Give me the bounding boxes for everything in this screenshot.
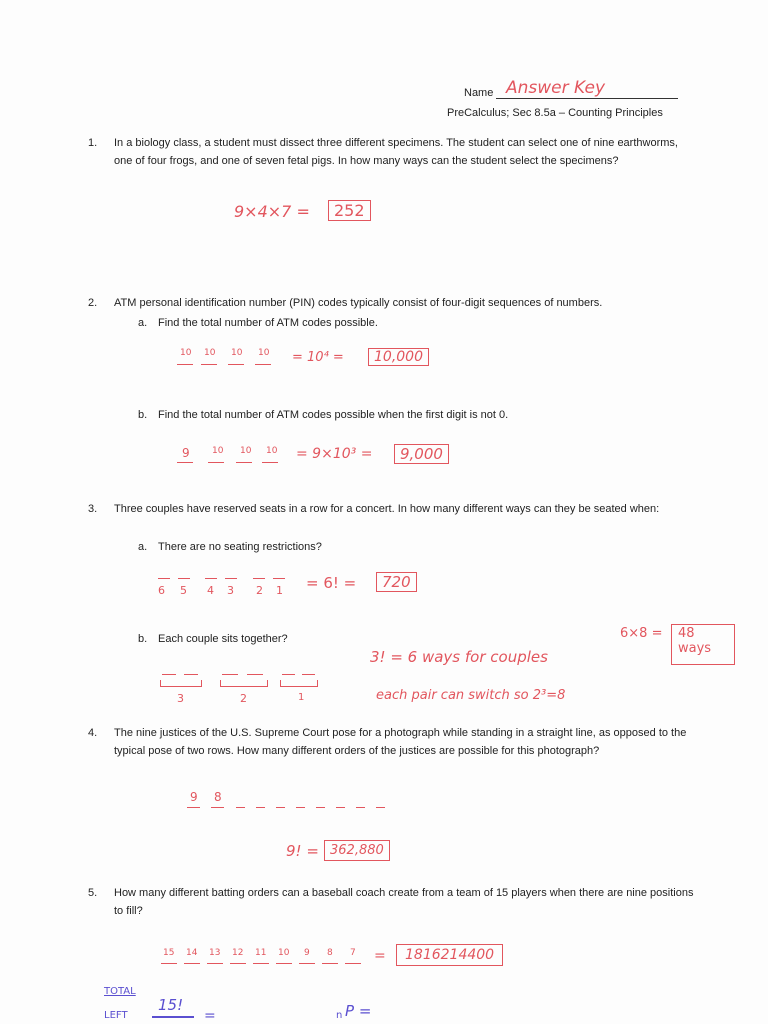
q3a-answer-box: 720	[376, 572, 417, 592]
q3b-note-switch: each pair can switch so 2³=8	[376, 688, 566, 703]
q4-blank-7	[316, 807, 325, 808]
question-5-number: 5.	[88, 887, 98, 899]
q2a-slot-3: 10	[231, 348, 243, 358]
q3a-blank-1	[158, 578, 170, 579]
q1-answer-box: 252	[328, 200, 371, 221]
q3a-blank-3	[205, 578, 217, 579]
course-title: PreCalculus; Sec 8.5a – Counting Principles	[447, 107, 663, 119]
q5-blank-5	[253, 963, 269, 964]
q5-slot-3: 13	[209, 948, 221, 958]
q3b-couple-group-3	[280, 672, 318, 686]
question-3-text: Three couples have reserved seats in a row for a concert. In how many different ways can they be seated when:	[114, 503, 660, 515]
q5-blank-6	[276, 963, 292, 964]
q3b-couple-count-1: 3	[177, 692, 184, 705]
q5-blank-2	[184, 963, 200, 964]
q4-blank-6	[296, 807, 305, 808]
question-4-text: The nine justices of the U.S. Supreme Court pose for a photograph while standing in a straight line, as opposed to the typical pose of two rows. How many different orders of the justices are possible for this photograph?	[114, 727, 687, 757]
q3b-group-2-blank-b	[247, 674, 263, 675]
q4-blank-10	[376, 807, 385, 808]
q3b-group-2-blank-a	[222, 674, 238, 675]
question-1-number: 1.	[88, 137, 98, 149]
q5-note-left: LEFT	[104, 1010, 128, 1021]
question-3-number: 3.	[88, 503, 98, 515]
q3b-text: Each couple sits together?	[158, 633, 288, 645]
q3a-blank-4	[225, 578, 237, 579]
q2b-blank-3	[236, 462, 252, 463]
q4-blank-8	[336, 807, 345, 808]
q5-blank-1	[161, 963, 177, 964]
q3b-couple-group-2	[220, 672, 268, 686]
q2b-label: b.	[138, 409, 148, 421]
q3a-slot-1: 6	[158, 584, 165, 597]
q2a-blank-4	[255, 364, 271, 365]
q4-blank-5	[276, 807, 285, 808]
q3a-blank-5	[253, 578, 265, 579]
q2a-label: a.	[138, 317, 148, 329]
q5-slot-4: 12	[232, 948, 244, 958]
q5-slot-7: 9	[304, 948, 310, 958]
q2a-answer-box: 10,000	[368, 348, 429, 366]
q3b-group-3-blank-b	[302, 674, 315, 675]
question-2-text: ATM personal identification number (PIN) codes typically consist of four-digit sequences of numbers.	[114, 297, 603, 309]
q4-slot-2: 8	[214, 790, 222, 804]
q2b-slot-4: 10	[266, 446, 278, 456]
q3b-label: b.	[138, 633, 148, 645]
q3b-group-2-bracket	[220, 680, 268, 687]
q3a-work: = 6! =	[306, 574, 357, 592]
q3b-couple-count-2: 2	[240, 692, 247, 705]
q4-slot-1: 9	[190, 790, 198, 804]
q5-slot-6: 10	[278, 948, 290, 958]
q5-fraction-bar	[152, 1016, 194, 1018]
q2b-blank-1	[177, 462, 193, 463]
q4-blank-3	[236, 807, 245, 808]
q5-slot-2: 14	[186, 948, 198, 958]
q2b-answer-box: 9,000	[394, 444, 449, 464]
q3b-couple-group-1	[160, 672, 202, 686]
q3b-answer-box: 48 ways	[671, 624, 735, 665]
q5-blank-4	[230, 963, 246, 964]
q3b-group-1-blank-b	[184, 674, 198, 675]
q2b-slot-3: 10	[240, 446, 252, 456]
q5-slot-5: 11	[255, 948, 267, 958]
q3a-blank-6	[273, 578, 285, 579]
q5-blank-7	[299, 963, 315, 964]
q3a-text: There are no seating restrictions?	[158, 541, 322, 553]
q2a-blank-2	[201, 364, 217, 365]
name-underline	[496, 98, 678, 99]
q4-answer-box: 362,880	[324, 840, 390, 861]
name-value: Answer Key	[506, 78, 606, 98]
q5-slot-9: 7	[350, 948, 356, 958]
q5-slot-8: 8	[327, 948, 333, 958]
q3a-slot-4: 3	[227, 584, 234, 597]
q3b-group-3-blank-a	[282, 674, 295, 675]
q4-blank-2	[211, 807, 224, 808]
q2a-blank-1	[177, 364, 193, 365]
q3b-group-1-bracket	[160, 680, 202, 687]
q2b-blank-4	[262, 462, 278, 463]
q3a-slot-3: 4	[207, 584, 214, 597]
q4-blank-1	[187, 807, 200, 808]
q5-blank-8	[322, 963, 338, 964]
q4-blank-9	[356, 807, 365, 808]
q3b-note-couples: 3! = 6 ways for couples	[370, 648, 548, 666]
q2b-text: Find the total number of ATM codes possible when the first digit is not 0.	[158, 409, 509, 421]
q2b-slot-1: 9	[182, 446, 190, 460]
name-label: Name	[464, 87, 494, 99]
q5-note-n: n	[336, 1010, 343, 1021]
q3b-group-1-blank-a	[162, 674, 176, 675]
q3b-group-3-bracket	[280, 680, 318, 687]
q2b-work: = 9×10³ =	[296, 446, 373, 462]
q5-note-total: TOTAL	[104, 986, 136, 997]
q5-note-eq: =	[204, 1008, 216, 1024]
q2a-slot-4: 10	[258, 348, 270, 358]
q2a-slot-1: 10	[180, 348, 192, 358]
question-4-number: 4.	[88, 727, 98, 739]
q5-note-fraction: 15!	[158, 996, 184, 1014]
q3b-work: 6×8 =	[620, 626, 663, 641]
q4-blank-4	[256, 807, 265, 808]
q3a-slot-2: 5	[180, 584, 187, 597]
q2a-slot-2: 10	[204, 348, 216, 358]
q3a-label: a.	[138, 541, 148, 553]
q5-slot-1: 15	[163, 948, 175, 958]
q2a-text: Find the total number of ATM codes possible.	[158, 317, 378, 329]
q1-work: 9×4×7 =	[234, 202, 310, 221]
q2a-work: = 10⁴ =	[292, 350, 344, 365]
q2b-slot-2: 10	[212, 446, 224, 456]
question-5-text: How many different batting orders can a baseball coach create from a team of 15 players when there are nine positions to fill?	[114, 887, 694, 917]
q2a-blank-3	[228, 364, 244, 365]
q3b-couple-count-3: 1	[298, 692, 305, 703]
q3a-slot-6: 1	[276, 584, 283, 597]
q5-work: =	[374, 948, 386, 964]
q3a-slot-5: 2	[256, 584, 263, 597]
q5-note-p: P =	[345, 1002, 372, 1020]
q5-answer-box: 1816214400	[396, 944, 503, 966]
question-1-text: In a biology class, a student must dissect three different specimens. The student can select one of nine earthworms, one of four frogs, and one of seven fetal pigs. In how many ways can the student select the specimens?	[114, 137, 678, 167]
q3a-blank-2	[178, 578, 190, 579]
q5-blank-9	[345, 963, 361, 964]
q5-blank-3	[207, 963, 223, 964]
question-2-number: 2.	[88, 297, 98, 309]
q4-work: 9! =	[286, 842, 319, 860]
q2b-blank-2	[208, 462, 224, 463]
